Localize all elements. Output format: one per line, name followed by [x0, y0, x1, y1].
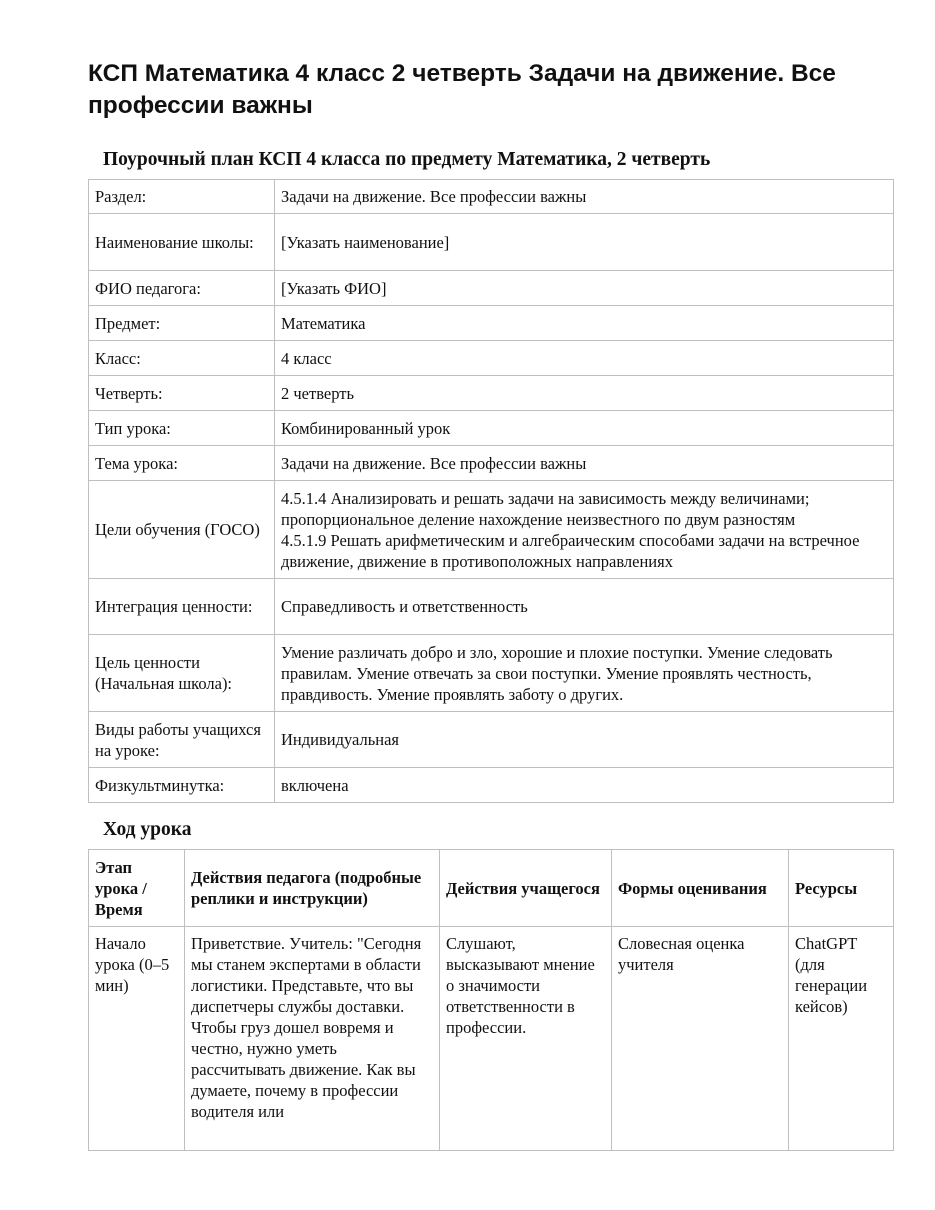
- plan-row-grade: [89, 341, 894, 376]
- plan-label: Четверть:: [89, 376, 275, 411]
- plan-row-lesson-type: [89, 411, 894, 446]
- plan-value: 4 класс: [275, 341, 894, 376]
- plan-label: Цель ценности (Начальная школа):: [89, 635, 275, 712]
- header-student-actions: Действия учащегося: [440, 850, 612, 927]
- plan-value: включена: [275, 768, 894, 803]
- plan-row-work-types: [89, 712, 894, 768]
- plan-row-learning-goals: [89, 481, 894, 579]
- plan-value: 4.5.1.4 Анализировать и решать задачи на зависимость между величинами; пропорциональное деление нахождение неизвестного по двум разностям 4.5.1.9 Решать арифметическим и алгебраическим способами задачи на встречное движение, движение в противоположных направлениях: [275, 481, 894, 579]
- header-teacher-actions: Действия педагога (подробные реплики и инструкции): [185, 850, 440, 927]
- plan-label: Предмет:: [89, 306, 275, 341]
- plan-label: Наименование школы:: [89, 214, 275, 271]
- plan-row-subject: [89, 306, 894, 341]
- cell-assessment: Словесная оценка учителя: [612, 927, 789, 1151]
- table-row: [89, 927, 894, 1151]
- lesson-header-row: [89, 850, 894, 927]
- plan-label: ФИО педагога:: [89, 271, 275, 306]
- plan-label: Виды работы учащихся на уроке:: [89, 712, 275, 768]
- plan-row-teacher: [89, 271, 894, 306]
- plan-value: [Указать ФИО]: [275, 271, 894, 306]
- plan-row-value-goal: [89, 635, 894, 712]
- cell-student-actions: Слушают, высказывают мнение о значимости ответственности в профессии.: [440, 927, 612, 1151]
- plan-value: Математика: [275, 306, 894, 341]
- cell-resources: ChatGPT (для генерации кейсов): [789, 927, 894, 1151]
- plan-label: Тема урока:: [89, 446, 275, 481]
- plan-label: Тип урока:: [89, 411, 275, 446]
- plan-value: Умение различать добро и зло, хорошие и плохие поступки. Умение следовать правилам. Умение отвечать за свои поступки. Умение проявлять честность, правдивость. Умение проявлять заботу о других.: [275, 635, 894, 712]
- plan-label: Класс:: [89, 341, 275, 376]
- plan-label: Раздел:: [89, 180, 275, 214]
- header-stage: Этап урока / Время: [89, 850, 185, 927]
- plan-value: Задачи на движение. Все профессии важны: [275, 446, 894, 481]
- plan-label: Цели обучения (ГОСО): [89, 481, 275, 579]
- plan-row-quarter: [89, 376, 894, 411]
- plan-value: [Указать наименование]: [275, 214, 894, 271]
- header-assessment: Формы оценивания: [612, 850, 789, 927]
- plan-row-school: [89, 214, 894, 271]
- plan-label: Интеграция ценности:: [89, 579, 275, 635]
- plan-row-lesson-topic: [89, 446, 894, 481]
- cell-teacher-actions: Приветствие. Учитель: "Сегодня мы станем экспертами в области логистики. Представьте, что вы диспетчеры службы доставки. Чтобы груз дошел вовремя и честно, нужно уметь рассчитывать движение. Как вы думаете, почему в профессии водителя или: [185, 927, 440, 1151]
- lesson-heading: Ход урока: [103, 819, 192, 840]
- plan-label: Физкультминутка:: [89, 768, 275, 803]
- page-title: КСП Математика 4 класс 2 четверть Задачи на движение. Все профессии важны: [88, 60, 836, 119]
- plan-table: [88, 179, 894, 803]
- plan-row-value-integration: [89, 579, 894, 635]
- plan-value: Справедливость и ответственность: [275, 579, 894, 635]
- cell-stage: Начало урока (0–5 мин): [89, 927, 185, 1151]
- lesson-table: [88, 849, 894, 1151]
- plan-value: Задачи на движение. Все профессии важны: [275, 180, 894, 214]
- plan-row-exercise-break: [89, 768, 894, 803]
- header-resources: Ресурсы: [789, 850, 894, 927]
- plan-heading: Поурочный план КСП 4 класса по предмету Математика, 2 четверть: [103, 149, 711, 170]
- plan-value: Комбинированный урок: [275, 411, 894, 446]
- plan-value: Индивидуальная: [275, 712, 894, 768]
- plan-row-section: [89, 180, 894, 214]
- plan-value: 2 четверть: [275, 376, 894, 411]
